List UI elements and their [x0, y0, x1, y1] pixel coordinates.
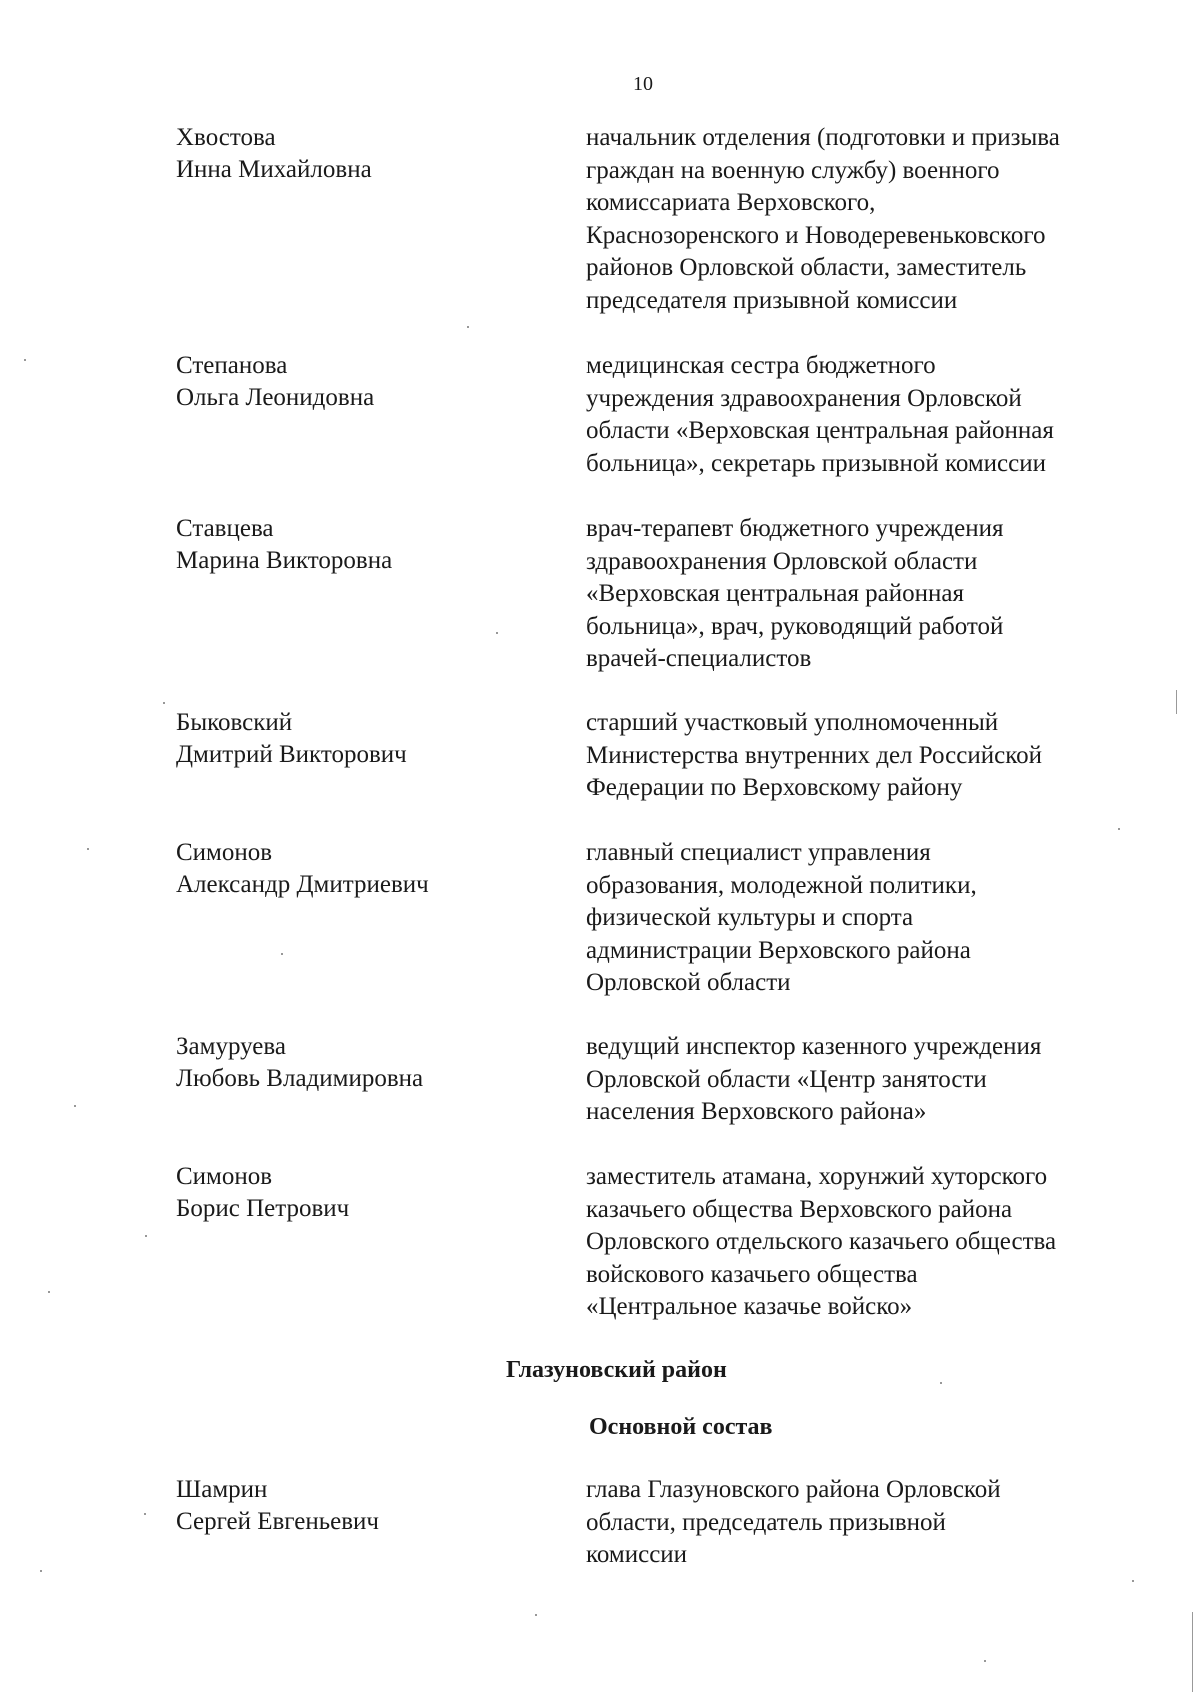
member-name — [176, 513, 556, 577]
role-line: глава Глазуновского района Орловской — [586, 1476, 1001, 1503]
page-number: 10 — [633, 73, 653, 95]
member-role — [586, 350, 1136, 480]
scan-speck — [1132, 1580, 1134, 1582]
member-name — [176, 350, 556, 414]
role-line: Министерства внутренних дел Российской — [586, 741, 1042, 769]
role-line: физической культуры и спорта — [586, 904, 914, 931]
member-surname: Шамрин — [176, 1476, 268, 1503]
role-line: Краснозоренского и Новодеревеньковского — [586, 221, 1046, 249]
member-surname: Быковский — [176, 709, 293, 736]
role-line: учреждения здравоохранения Орловской — [586, 384, 1022, 412]
role-line: комиссариата Верховского, — [586, 189, 876, 216]
role-line: районов Орловской области, заместитель — [586, 254, 1027, 281]
scan-speck — [87, 848, 89, 850]
role-line: населения Верховского района» — [586, 1098, 927, 1125]
member-given-name: Борис Петрович — [176, 1195, 350, 1222]
role-line: «Верховская центральная районная — [586, 580, 965, 607]
role-line: председателя призывной комиссии — [586, 286, 958, 314]
role-line: начальник отделения (подготовки и призыва — [586, 124, 1060, 151]
role-line: «Центральное казачье войско» — [586, 1293, 913, 1320]
member-surname: Ставцева — [176, 515, 274, 542]
member-surname: Хвостова — [176, 124, 276, 151]
member-role — [586, 1474, 1136, 1572]
role-line: медицинская сестра бюджетного — [586, 352, 936, 379]
role-line: Орловской области «Центр занятости — [586, 1065, 987, 1093]
member-surname: Степанова — [176, 352, 288, 379]
role-line: старший участковый уполномоченный — [586, 709, 999, 736]
member-given-name: Любовь Владимировна — [176, 1065, 424, 1092]
role-line: больница», врач, руководящий работой — [586, 612, 1004, 640]
scan-edge-mark — [1192, 1612, 1193, 1692]
member-role — [586, 1161, 1136, 1324]
member-role — [586, 1031, 1136, 1129]
member-role — [586, 513, 1136, 676]
member-given-name: Александр Дмитриевич — [176, 871, 429, 898]
member-given-name: Ольга Леонидовна — [176, 384, 375, 411]
role-line: граждан на военную службу) военного — [586, 156, 1000, 184]
scan-speck — [535, 1614, 537, 1616]
member-surname: Симонов — [176, 1163, 273, 1190]
member-name — [176, 1161, 556, 1225]
scan-edge-mark — [1176, 690, 1177, 714]
role-line: ведущий инспектор казенного учреждения — [586, 1033, 1042, 1060]
member-name — [176, 122, 556, 186]
member-role — [586, 707, 1136, 805]
scan-speck — [940, 1382, 942, 1384]
composition-heading: Основной состав — [589, 1414, 773, 1440]
member-given-name: Сергей Евгеньевич — [176, 1508, 379, 1535]
scan-speck — [145, 1235, 147, 1237]
member-name — [176, 1474, 556, 1538]
role-line: главный специалист управления — [586, 839, 931, 866]
role-line: врачей-специалистов — [586, 645, 812, 672]
member-surname: Замуруева — [176, 1033, 286, 1060]
scan-speck — [984, 1660, 986, 1662]
role-line: войскового казачьего общества — [586, 1260, 918, 1288]
scan-speck — [24, 359, 26, 361]
member-name — [176, 707, 556, 771]
role-line: врач-терапевт бюджетного учреждения — [586, 515, 1004, 542]
role-line: Федерации по Верховскому району — [586, 774, 963, 801]
district-heading: Глазуновский район — [506, 1357, 727, 1383]
role-line: комиссии — [586, 1541, 688, 1568]
scan-speck — [467, 326, 469, 328]
scan-speck — [163, 702, 165, 704]
scan-speck — [48, 1291, 50, 1293]
scan-speck — [496, 632, 498, 634]
member-given-name: Инна Михайловна — [176, 156, 372, 183]
scan-speck — [74, 1105, 76, 1107]
role-line: здравоохранения Орловской области — [586, 547, 978, 575]
role-line: Орловского отдельского казачьего общества — [586, 1228, 1057, 1255]
scan-speck — [281, 953, 283, 955]
member-given-name: Дмитрий Викторович — [176, 741, 407, 768]
role-line: больница», секретарь призывной комиссии — [586, 449, 1047, 477]
member-name — [176, 837, 556, 901]
scan-speck — [40, 1570, 42, 1572]
member-given-name: Марина Викторовна — [176, 547, 393, 574]
role-line: области, председатель призывной — [586, 1508, 946, 1536]
role-line: области «Верховская центральная районная — [586, 417, 1054, 444]
role-line: администрации Верховского района — [586, 936, 971, 964]
member-surname: Симонов — [176, 839, 273, 866]
role-line: казачьего общества Верховского района — [586, 1195, 1013, 1223]
role-line: образования, молодежной политики, — [586, 871, 977, 899]
member-role — [586, 837, 1136, 1000]
scan-speck — [1118, 828, 1120, 830]
role-line: Орловской области — [586, 969, 791, 996]
member-name — [176, 1031, 556, 1095]
scan-speck — [144, 1513, 146, 1515]
role-line: заместитель атамана, хорунжий хуторского — [586, 1163, 1048, 1190]
member-role — [586, 122, 1136, 317]
